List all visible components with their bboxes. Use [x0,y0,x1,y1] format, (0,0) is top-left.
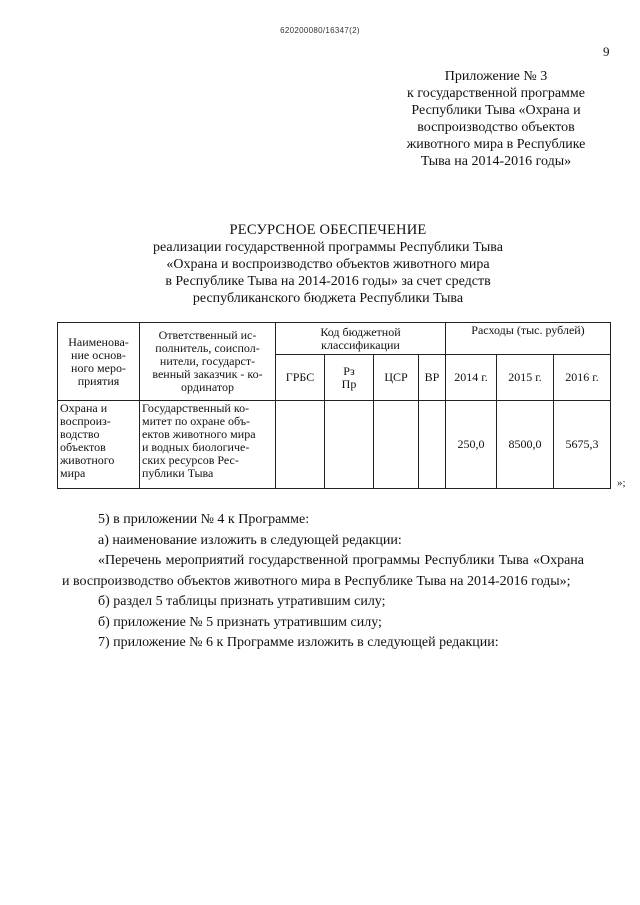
paragraph: 5) в приложении № 4 к Программе: [98,512,310,527]
paragraph: а) наименование изложить в следующей редакции: [98,532,402,548]
header-expenses: Расходы (тыс. рублей) [446,323,611,355]
row-rzpr [325,401,374,489]
appendix-line: к государственной программе [407,86,585,101]
row-2015: 8500,0 [497,401,554,489]
header-2015: 2015 г. [497,355,554,401]
header-csr: ЦСР [374,355,419,401]
resource-table [57,322,611,489]
title-line: в Республике Тыва на 2014-2016 годы» за счет средств [165,274,491,289]
row-vr [419,401,446,489]
page-number: 9 [603,44,610,59]
header-name: Наименова- ние основ- ного меро- приятия [58,323,140,401]
title-line: «Охрана и воспроизводство объектов животного мира [166,257,490,272]
header-budget-code: Код бюджетной классификации [276,323,446,355]
row-executor: Государственный ко- митет по охране объ- ектов животного мира и водных биологиче- ских ресурсов Рес- публики Тыва [140,401,276,489]
header-2014: 2014 г. [446,355,497,401]
header-rzpr: Рз Пр [325,355,374,401]
paragraph: «Перечень мероприятий государственной программы Республики Тыва «Охрана и воспроизводство объектов животного мира в Республике Тыва на 2014-2016 годы»; [62,553,584,589]
header-vr: ВР [419,355,446,401]
row-csr [374,401,419,489]
header-executor: Ответственный ис- полнитель, соиспол- нители, государст- венный заказчик - ко- ординатор [140,323,276,401]
title-heading: РЕСУРСНОЕ ОБЕСПЕЧЕНИЕ [229,222,427,238]
paragraph: 7) приложение № 6 к Программе изложить в следующей редакции: [98,635,499,650]
appendix-line: воспроизводство объектов [417,120,575,135]
document-number: 620200080/16347(2) [280,26,360,35]
appendix-line: животного мира в Республике [406,137,586,152]
appendix-line: Приложение № 3 [444,69,548,84]
row-name: Охрана и воспроиз- водство объектов животного мира [58,401,140,489]
row-2016: 5675,3 [554,401,611,489]
paragraph: б) раздел 5 таблицы признать утратившим силу; [98,594,386,609]
document-title [128,222,528,307]
row-grbs [276,401,325,489]
body-text [62,510,584,654]
table-row [58,401,611,489]
title-line: реализации государственной программы Республики Тыва [153,240,503,255]
appendix-line: Тыва на 2014-2016 годы» [420,154,572,169]
table-closing-quote: »; [617,477,626,489]
appendix-caption [383,68,609,170]
paragraph: б) приложение № 5 признать утратившим силу; [98,614,382,630]
header-2016: 2016 г. [554,355,611,401]
row-2014: 250,0 [446,401,497,489]
title-line: республиканского бюджета Республики Тыва [192,291,464,306]
header-grbs: ГРБС [276,355,325,401]
appendix-line: Республики Тыва «Охрана и [411,103,581,118]
